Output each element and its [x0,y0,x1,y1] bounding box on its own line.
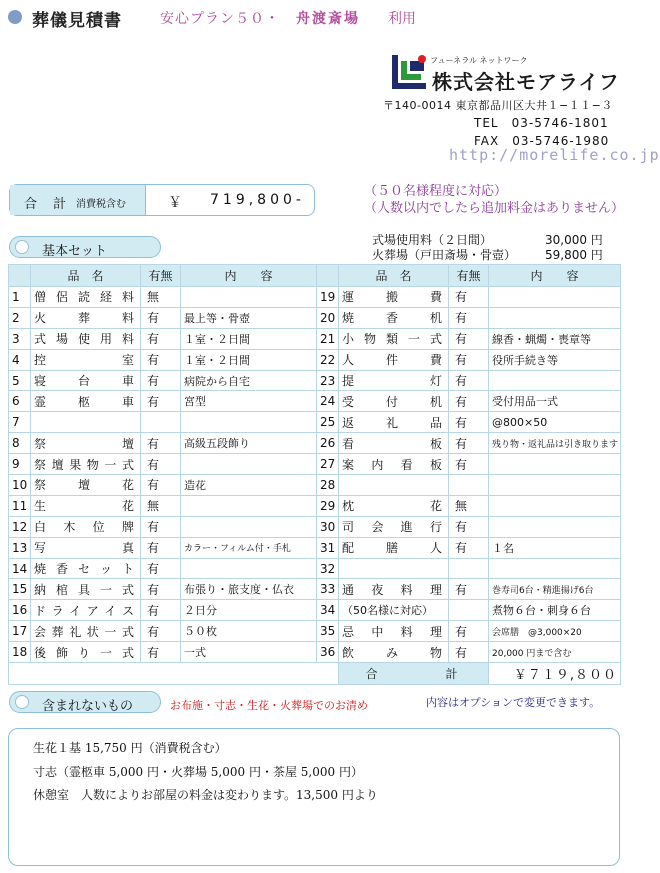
item-name-text: 人 件 費 [342,353,445,368]
item-name-text: 返 礼 品 [342,415,445,430]
item-detail: 病院から自宅 [181,370,317,391]
item-detail: 役所手続き等 [489,349,621,370]
logo-red-dot-icon [418,55,426,63]
item-availability: 有 [141,307,181,328]
item-detail: @800×50 [489,412,621,433]
item-name-text: 祭 壇 [34,436,137,451]
item-availability: 有 [141,475,181,496]
item-availability: 有 [449,454,489,475]
item-name [339,307,449,328]
item-name [31,516,141,537]
item-name-text: 会 葬 礼 状 一 式 [34,624,137,639]
company-address: 〒140-0014 東京都品川区大井１−１１−３ [383,99,613,112]
item-availability [141,412,181,433]
item-no: 12 [9,516,31,537]
item-name [339,433,449,454]
excluded-line: 休憩室 人数によりお部屋の料金は変わります。13,500 円より [33,788,378,802]
header-detail: 内 容 [489,265,621,287]
radio-icon [15,695,29,709]
excluded-line: 寸志（霊柩車 5,000 円・火葬場 5,000 円・茶屋 5,000 円） [33,765,363,779]
item-detail: １名 [489,537,621,558]
item-name-text: 写 真 [34,541,137,556]
item-name-text: ド ラ イ ア イ ス [34,603,137,618]
item-availability: 有 [141,537,181,558]
table-row [9,287,621,308]
total-box [9,184,315,216]
item-availability: 有 [141,328,181,349]
capacity-note-line: （５０名様程度に対応） [364,184,508,199]
item-name-text: 飲 み 物 [342,645,445,660]
item-name-text: 司 会 進 行 [342,520,445,535]
item-name-text: 看 板 [342,436,445,451]
item-availability: 無 [141,495,181,516]
header-name: 品 名 [31,265,141,287]
fee-label: 火葬場（戸田斎場・骨壺） [372,248,517,262]
item-name [31,621,141,642]
item-no: 13 [9,537,31,558]
item-detail: カラー・フィルム付・手札 [181,537,317,558]
item-name-text: 忌 中 料 理 [342,624,445,639]
item-name-text: 寝 台 車 [34,374,137,388]
item-availability: 有 [449,370,489,391]
item-name [31,433,141,454]
item-name [339,412,449,433]
item-name [339,516,449,537]
item-name-text: 控 室 [34,353,137,368]
item-no: 14 [9,558,31,579]
item-no: 36 [317,642,339,663]
item-name-text: 白 木 位 牌 [34,520,137,535]
company-fax: FAX 03-5746-1980 [474,134,610,148]
item-no: 15 [9,579,31,600]
item-name [339,621,449,642]
item-name-text: 運 搬 費 [342,290,445,305]
table-row [9,433,621,454]
item-name [31,349,141,370]
item-no: 22 [317,349,339,370]
item-detail: 線香・蝋燭・喪章等 [489,328,621,349]
excluded-note: お布施・寸志・生花・火葬場でのお清め [170,699,368,712]
item-no: 16 [9,600,31,621]
fee-label: 式場使用料（２日間） [372,233,493,247]
item-availability: 有 [449,349,489,370]
item-no: 31 [317,537,339,558]
item-name [339,537,449,558]
item-name [339,642,449,663]
header-avail: 有無 [141,265,181,287]
total-row-spacer [9,663,339,685]
item-availability: 有 [141,621,181,642]
item-name [339,370,449,391]
item-name-text: 枕 花 [342,499,445,514]
item-detail [489,495,621,516]
item-no: 6 [9,391,31,412]
option-note: 内容はオプションで変更できます。 [426,696,601,709]
item-no: 20 [317,307,339,328]
item-detail [489,454,621,475]
basic-set-label: 基本セット [42,244,108,259]
capacity-note-line: （人数以内でしたら追加料金はありません） [364,201,625,216]
company-tel: TEL 03-5746-1801 [474,116,609,130]
item-availability: 有 [141,558,181,579]
item-detail: １室・２日間 [181,349,317,370]
item-name-text: 焼 香 机 [342,311,445,326]
item-no: 28 [317,475,339,496]
header-name: 品 名 [339,265,449,287]
table-row [9,412,621,433]
table-row [9,600,621,621]
item-no: 34 [317,600,339,621]
item-availability: 有 [449,537,489,558]
item-name [31,579,141,600]
item-availability: 有 [449,516,489,537]
table-row [9,328,621,349]
item-name: （50名様に対応） [339,600,449,621]
item-name-text: 通 夜 料 理 [342,582,445,597]
total-tax-note: 消費税含む [76,199,126,210]
item-availability [449,600,489,621]
excluded-label: 含まれないもの [42,699,134,714]
item-name-text: 式 場 使 用 料 [34,332,137,347]
item-availability: 有 [141,349,181,370]
item-availability: 有 [141,454,181,475]
item-name [339,391,449,412]
item-detail [489,307,621,328]
item-no: 17 [9,621,31,642]
item-name [339,454,449,475]
item-detail: 一式 [181,642,317,663]
header-no [9,265,31,287]
capacity-note [364,183,624,217]
total-label: 合 計 [24,197,73,212]
item-name [31,600,141,621]
table-total-label: 合 計 [339,663,489,685]
item-name [339,328,449,349]
item-name [31,642,141,663]
item-name [31,537,141,558]
item-name-text: 生 花 [34,499,137,514]
item-no: 3 [9,328,31,349]
table-row [9,642,621,663]
item-detail [181,558,317,579]
item-detail: 宮型 [181,391,317,412]
item-no: 35 [317,621,339,642]
item-name-text: 配 膳 人 [342,541,445,556]
table-header-row [9,265,621,287]
item-name [339,495,449,516]
table-row [9,475,621,496]
company-name: 株式会社モアライフ [432,70,620,94]
header-no [317,265,339,287]
item-name [31,495,141,516]
item-name-text: 祭 壇 果 物 一 式 [34,457,137,472]
excluded-heading [9,691,161,713]
table-row [9,558,621,579]
item-name [31,307,141,328]
item-detail [181,495,317,516]
table-total-row [9,663,621,685]
item-availability: 無 [141,287,181,308]
item-name-text: 提 灯 [342,374,445,388]
item-availability: 無 [449,495,489,516]
item-availability [449,558,489,579]
item-name [31,412,141,433]
basic-set-heading [9,236,161,258]
item-no: 18 [9,642,31,663]
item-detail: 最上等・骨壺 [181,307,317,328]
venue-usage: 利用 [388,11,416,27]
item-name-text: 受 付 机 [342,394,445,409]
item-no: 21 [317,328,339,349]
item-name [31,391,141,412]
item-no: 24 [317,391,339,412]
total-label-cell [10,185,146,215]
item-detail [489,516,621,537]
document-title: 葬儀見積書 [32,11,122,31]
item-no: 8 [9,433,31,454]
item-detail: 巻寿司6台・精進揚げ6台 [489,579,621,600]
item-no: 32 [317,558,339,579]
item-detail: 20,000 円まで含む [489,642,621,663]
bullet-dot-icon [8,10,22,24]
item-detail: １室・２日間 [181,328,317,349]
table-row [9,516,621,537]
item-availability: 有 [141,370,181,391]
excluded-line: 生花１基 15,750 円（消費税含む） [33,741,227,755]
table-row [9,391,621,412]
item-no: 23 [317,370,339,391]
item-no: 9 [9,454,31,475]
item-name-text: 霊 柩 車 [34,394,137,409]
item-name [339,579,449,600]
item-no: 25 [317,412,339,433]
item-no: 1 [9,287,31,308]
item-detail [489,475,621,496]
item-availability: 有 [449,307,489,328]
item-detail [489,558,621,579]
item-detail: 造花 [181,475,317,496]
item-name [339,558,449,579]
item-name-text: 焼 香 セ ッ ト [34,562,137,577]
item-no: 27 [317,454,339,475]
item-no: 11 [9,495,31,516]
item-availability: 有 [141,642,181,663]
plan-name: 安心プラン５０・ [160,11,280,27]
item-detail [181,412,317,433]
item-name [31,475,141,496]
item-availability: 有 [449,642,489,663]
item-name-text: 案 内 看 板 [342,457,445,472]
item-no: 19 [317,287,339,308]
table-row [9,454,621,475]
item-name [31,454,141,475]
header-avail: 有無 [449,265,489,287]
total-amount: 719,800- [210,192,305,208]
item-detail: 高級五段飾り [181,433,317,454]
item-no: 26 [317,433,339,454]
item-detail: 煮物６台・刺身６台 [489,600,621,621]
table-total-amount: ￥７１９,８００ [489,663,621,685]
item-availability: 有 [449,287,489,308]
item-name-text: 祭 壇 花 [34,478,137,493]
table-row [9,307,621,328]
item-availability: 有 [449,391,489,412]
item-detail: 会席膳 @3,000×20 [489,621,621,642]
company-website-link[interactable]: http://morelife.co.jp [449,146,660,164]
item-availability: 有 [141,579,181,600]
item-name-text: 後 飾 り 一 式 [34,645,137,660]
item-name [339,475,449,496]
table-row [9,621,621,642]
item-name-text: 小 物 類 一 式 [342,332,445,347]
table-row [9,349,621,370]
item-detail [181,454,317,475]
item-name [31,558,141,579]
item-name [31,370,141,391]
item-availability: 有 [449,328,489,349]
item-availability: 有 [449,621,489,642]
table-row [9,495,621,516]
item-availability: 有 [141,516,181,537]
item-availability: 有 [141,391,181,412]
item-no: 29 [317,495,339,516]
item-detail [489,370,621,391]
company-tagline: フューネラル ネットワーク [430,56,528,65]
item-no: 33 [317,579,339,600]
item-availability: 有 [141,433,181,454]
item-detail: 残り物・返礼品は引き取ります [489,433,621,454]
item-name-text: 納 棺 具 一 式 [34,582,137,597]
item-detail: 布張り・旅支度・仏衣 [181,579,317,600]
item-availability [449,475,489,496]
table-row [9,537,621,558]
item-no: 4 [9,349,31,370]
table-row [9,370,621,391]
item-no: 10 [9,475,31,496]
item-name-text: 火 葬 料 [34,311,137,326]
header-detail: 内 容 [181,265,317,287]
item-detail: ２日分 [181,600,317,621]
fee-amount: 59,800 円 [545,248,603,262]
item-detail: ５０枚 [181,621,317,642]
item-name-text: 僧 侶 読 経 料 [34,290,137,305]
item-no: 30 [317,516,339,537]
item-no: 7 [9,412,31,433]
item-detail [489,287,621,308]
item-availability: 有 [449,412,489,433]
item-no: 5 [9,370,31,391]
table-row [9,579,621,600]
fee-amount: 30,000 円 [545,233,603,247]
item-availability: 有 [449,433,489,454]
item-no: 2 [9,307,31,328]
item-availability: 有 [141,600,181,621]
item-detail [181,287,317,308]
item-availability: 有 [449,579,489,600]
item-detail: 受付用品一式 [489,391,621,412]
item-name [31,287,141,308]
total-currency: ￥ [168,195,182,211]
item-name [339,349,449,370]
item-detail [181,516,317,537]
radio-icon [15,240,29,254]
item-name [31,328,141,349]
item-name [339,287,449,308]
venue-name: 舟渡斎場 [296,11,360,27]
excluded-box [8,728,620,866]
items-table [8,264,621,685]
